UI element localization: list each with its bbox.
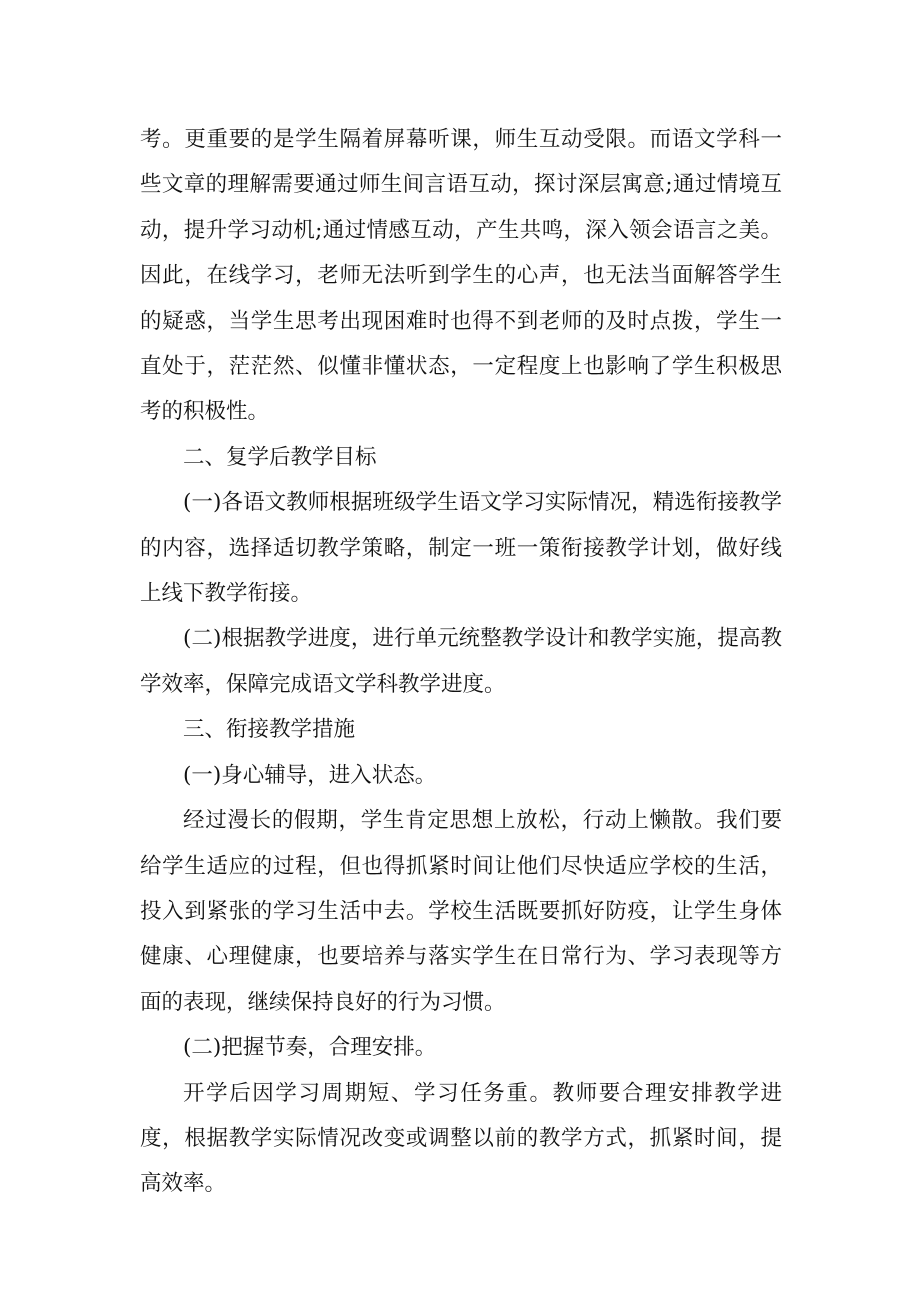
paragraph-measure-2: 开学后因学习周期短、学习任务重。教师要合理安排教学进度，根据教学实际情况改变或调整以前的教学方式，抓紧时间，提高效率。 <box>140 1080 782 1197</box>
subheading-measure-2: (二)把握节奏，合理安排。 <box>183 1035 437 1061</box>
section-heading-2: 二、复学后教学目标 <box>183 444 377 470</box>
section-heading-3: 三、衔接教学措施 <box>183 717 356 743</box>
subheading-measure-1: (一)身心辅导，进入状态。 <box>183 762 437 788</box>
document-body <box>140 117 782 1207</box>
paragraph-measure-1: 经过漫长的假期，学生肯定思想上放松，行动上懒散。我们要给学生适应的过程，但也得抓紧时间让他们尽快适应学校的生活，投入到紧张的学习生活中去。学校生活既要抓好防疫，让学生身体健康、心理健康，也要培养与落实学生在日常行为、学习表现等方面的表现，继续保持良好的行为习惯。 <box>140 808 782 1015</box>
paragraph-continuation: 考。更重要的是学生隔着屏幕听课，师生互动受限。而语文学科一些文章的理解需要通过师生间言语互动，探讨深层寓意;通过情境互动，提升学习动机;通过情感互动，产生共鸣，深入领会语言之美。因此，在线学习，老师无法听到学生的心声，也无法当面解答学生的疑惑，当学生思考出现困难时也得不到老师的及时点拨，学生一直处于，茫茫然、似懂非懂状态，一定程度上也影响了学生积极思考的积极性。 <box>140 127 782 425</box>
paragraph-goal-2: (二)根据教学进度，进行单元统整教学设计和教学实施，提高教学效率，保障完成语文学科教学进度。 <box>140 626 782 697</box>
paragraph-goal-1: (一)各语文教师根据班级学生语文学习实际情况，精选衔接教学的内容，选择适切教学策略，制定一班一策衔接教学计划，做好线上线下教学衔接。 <box>140 490 782 607</box>
